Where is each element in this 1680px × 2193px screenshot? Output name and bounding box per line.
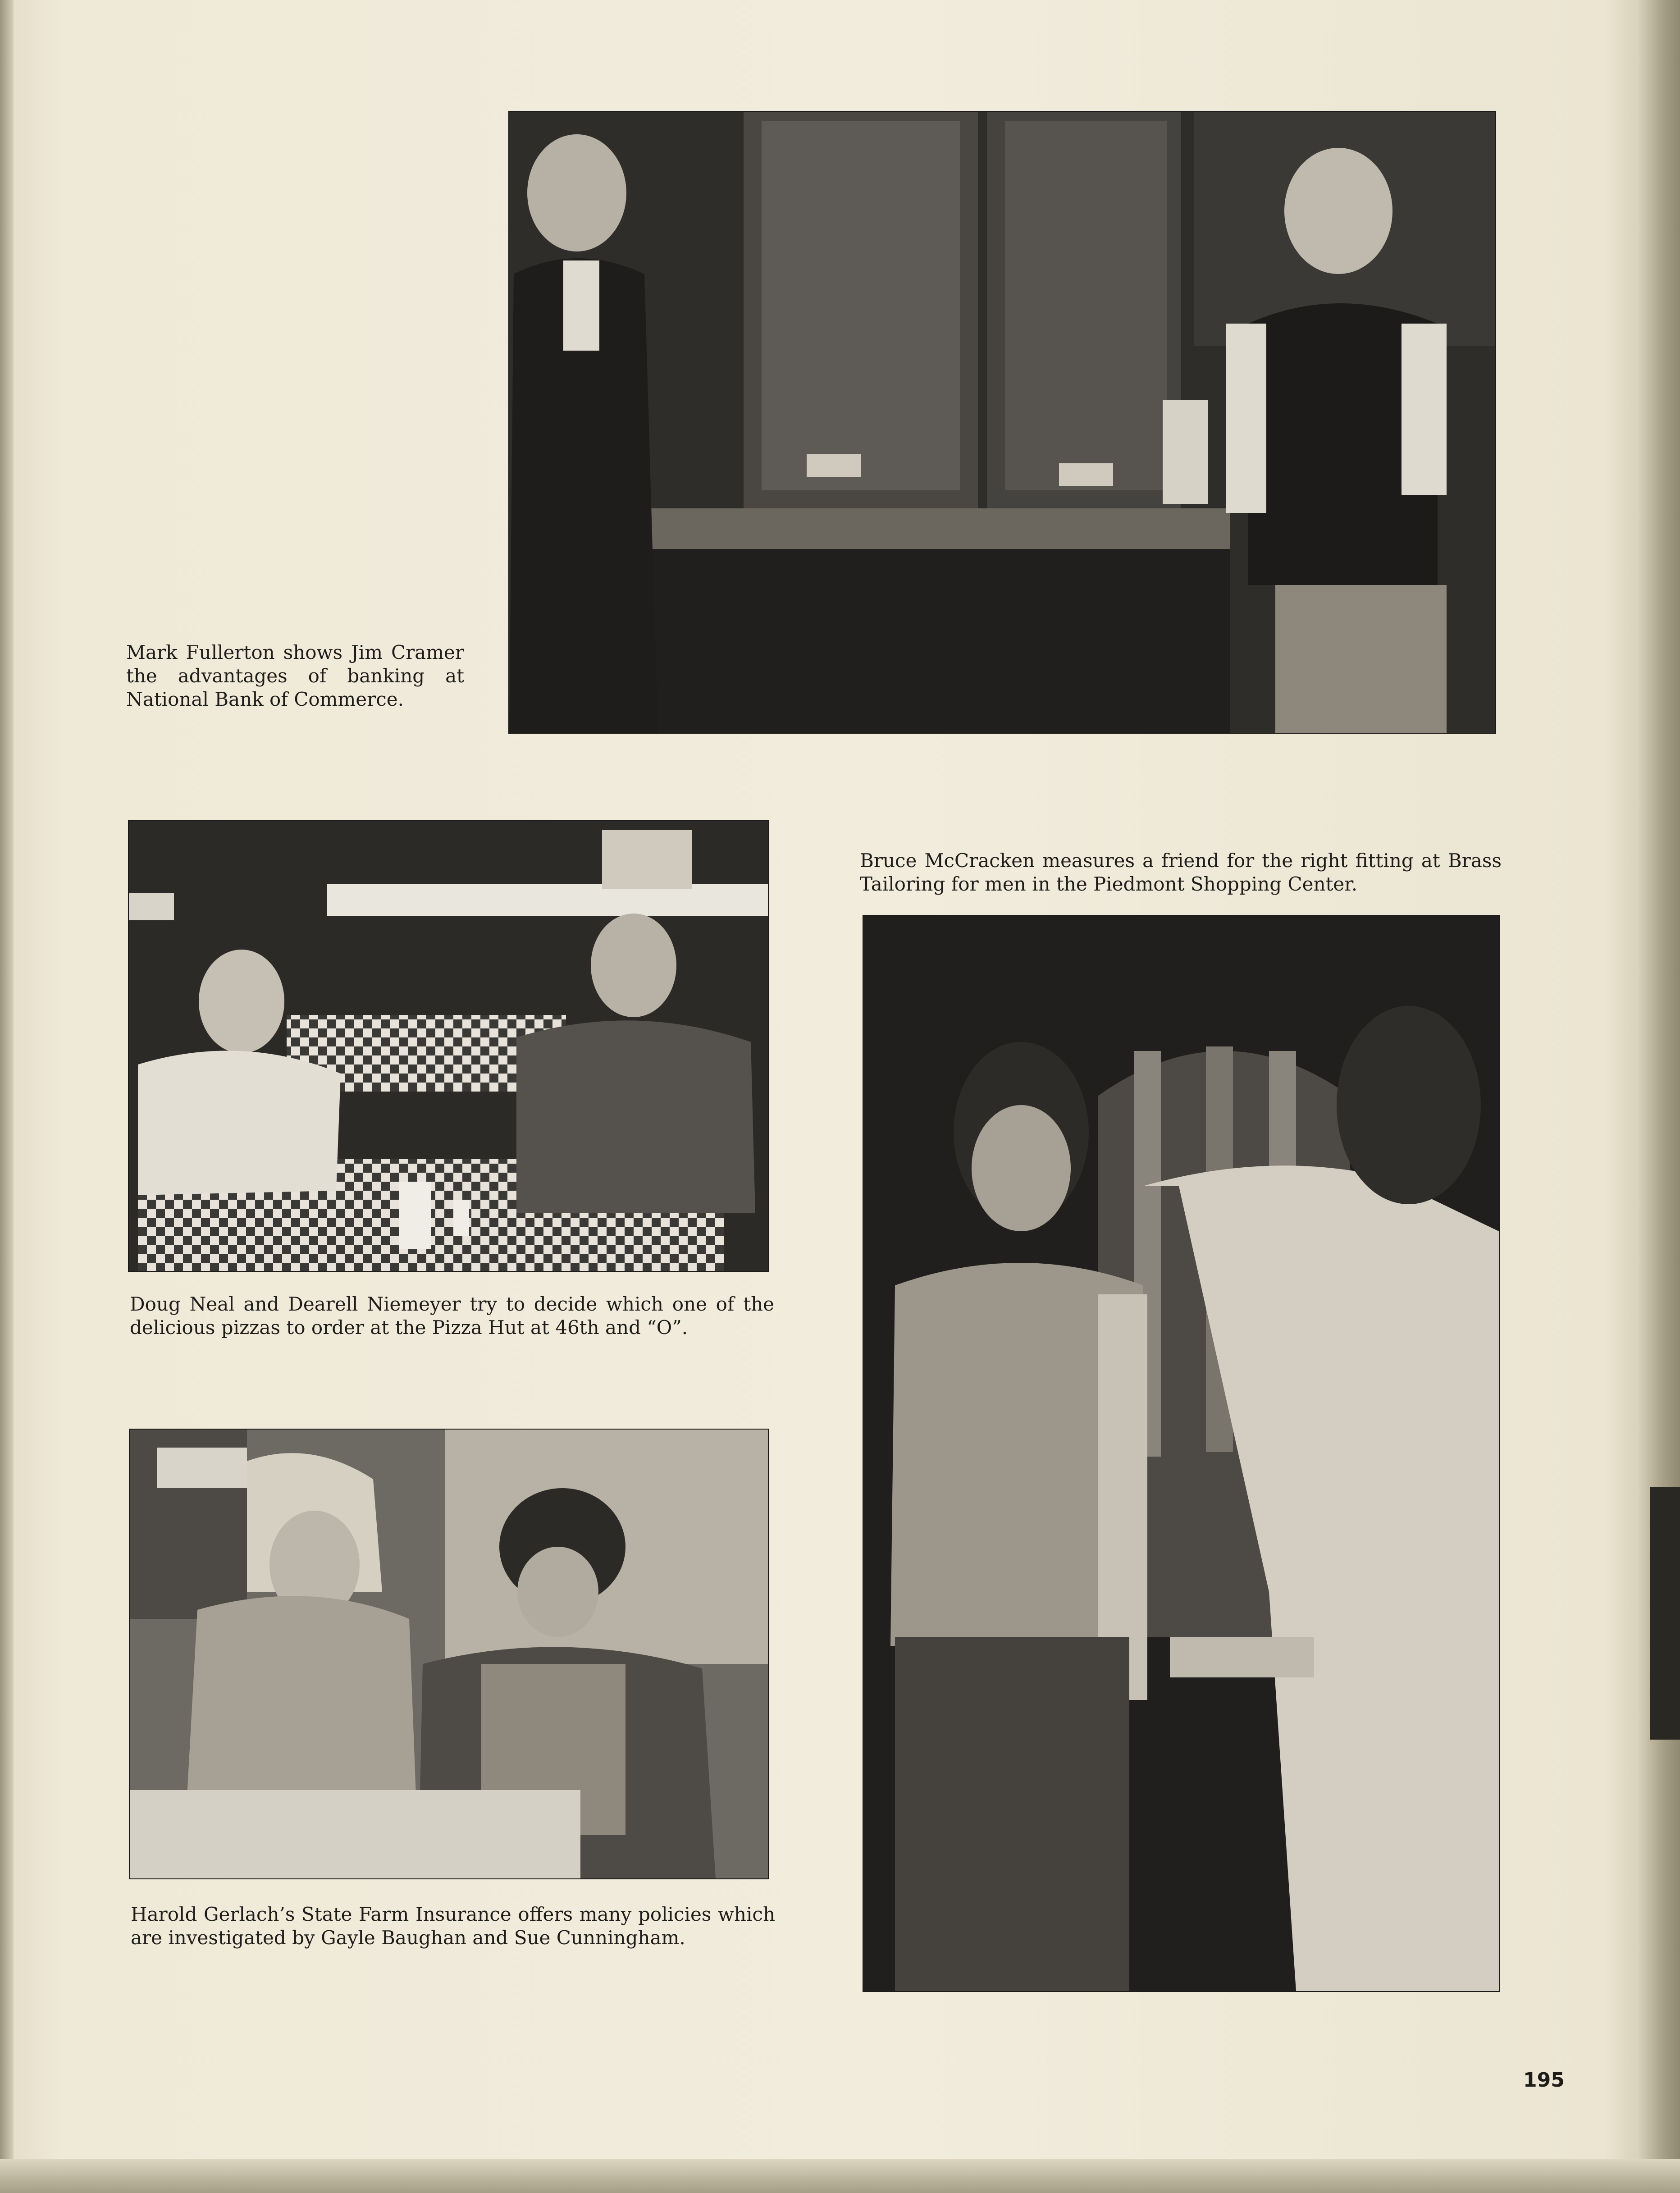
caption-bank: Mark Fullerton shows Jim Cramer the advantages of banking at National Bank of Commerce. <box>126 641 464 710</box>
binding-tab <box>1650 1487 1680 1740</box>
caption-tailoring: Bruce McCracken measures a friend for the right fitting at Brass Tailoring for men in the Piedmont Shopping Center. <box>860 850 1502 895</box>
page-edge-bottom <box>0 2159 1680 2193</box>
caption-pizza: Doug Neal and Dearell Niemeyer try to decide which one of the delicious pizzas to order at the Pizza Hut at 46th and “O”. <box>130 1293 774 1339</box>
photo-insurance <box>130 1430 768 1878</box>
page-spine-shadow <box>0 0 14 2193</box>
page-number: 195 <box>1523 2069 1565 2092</box>
photo-insurance-image <box>130 1430 768 1878</box>
photo-tailoring <box>863 916 1499 1991</box>
photo-pizza-image <box>129 821 768 1271</box>
photo-tailoring-image <box>863 916 1499 1991</box>
caption-insurance: Harold Gerlach’s State Farm Insurance offers many policies which are investigated by Gayle Baughan and Sue Cunningham. <box>131 1903 775 1949</box>
page-edge-right <box>1636 0 1680 2193</box>
photo-pizza <box>129 821 768 1271</box>
photo-bank-image <box>509 112 1495 733</box>
photo-bank <box>509 112 1495 733</box>
